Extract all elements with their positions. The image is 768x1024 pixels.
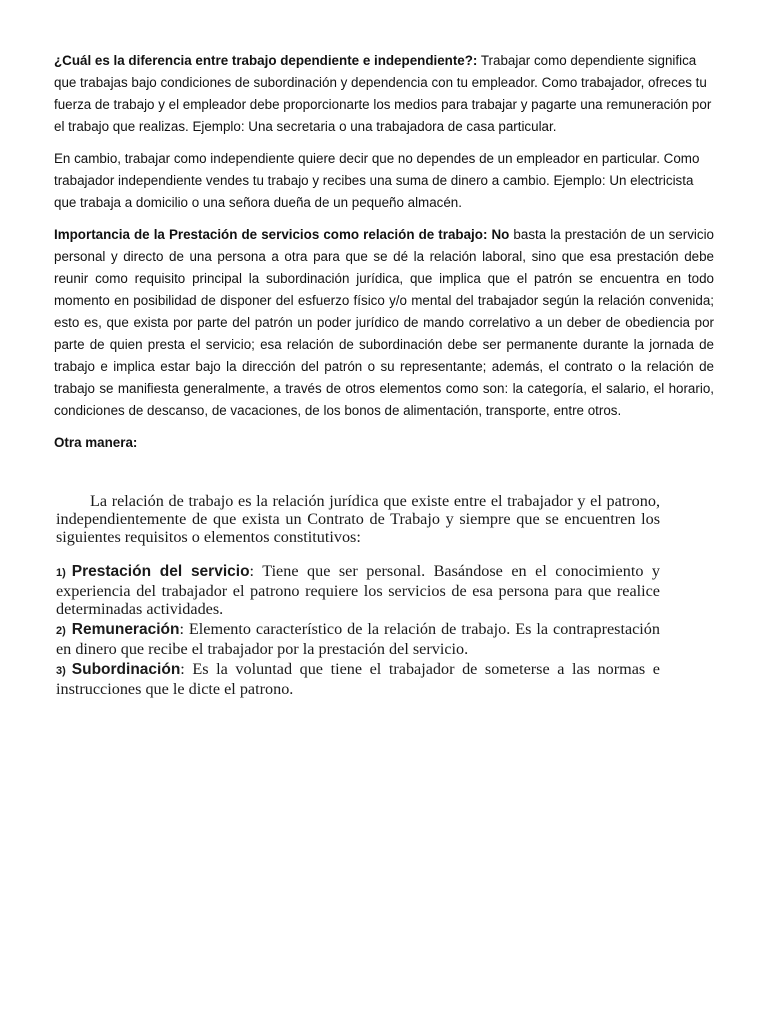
item-term: Subordinación (71, 661, 181, 678)
document-page (54, 50, 714, 464)
paragraph-text: Trabajar como dependiente significa que trabajas bajo condiciones de subordinación y dependencia con tu empleador. Como trabajador, ofreces tu fuerza de trabajo y el empleador debe proporcionarte los medios para trabajar y pagarte una remuneración por el trabajo que realizas. Ejemplo: Una secretaria o una trabajadora de casa particular. (54, 53, 712, 134)
paragraph-independent (54, 148, 714, 214)
list-item (56, 660, 660, 698)
scanned-intro: La relación de trabajo es la relación jurídica que existe entre el trabajador y el patrono, independientemente de que exista un Contrato de Trabajo y siempre que se encuentren los siguientes requisitos o elementos constitutivos: (56, 492, 660, 546)
item-number: 2) (56, 625, 66, 637)
other-way-heading: Otra manera: (54, 435, 138, 450)
importance-heading: Importancia de la Prestación de servicios como relación de trabajo: No (54, 227, 510, 242)
paragraph-importance (54, 224, 714, 422)
paragraph-text: basta la prestación de un servicio personal y directo de una persona a otra para que se dé la relación laboral, sino que esa prestación debe reunir como requisito principal la subordinación jurídica, que implica que el patrón se encuentra en todo momento en posibilidad de disponer del esfuerzo físico y/o mental del trabajador según la relación convenida; esto es, que exista por parte del patrón un poder jurídico de mando correlativo a un deber de obediencia por parte de quien presta el servicio; esa relación de subordinación debe ser permanente durante la jornada de trabajo e implica estar bajo la dirección del patrón o su representante; además, el contrato o la relación de trabajo se manifiesta generalmente, a través de otros elementos como son: la categoría, el salario, el horario, condiciones de descanso, de vacaciones, de los bonos de alimentación, transporte, entre otros. (54, 227, 714, 418)
item-description: : Es la voluntad que tiene el trabajador de someterse a las normas e instrucciones que le dicte el patrono. (56, 660, 660, 698)
item-description: : Elemento característico de la relación de trabajo. Es la contraprestación en dinero que recibe el trabajador por la prestación del servicio. (56, 620, 660, 658)
item-number: 3) (56, 665, 66, 677)
paragraph-text: En cambio, trabajar como independiente quiere decir que no dependes de un empleador en particular. Como trabajador independiente vendes tu trabajo y recibes una suma de dinero a cambio. Ejemplo: Un electricista que trabaja a domicilio o una señora dueña de un pequeño almacén. (54, 151, 700, 210)
question-heading: ¿Cuál es la diferencia entre trabajo dependiente e independiente?: (54, 53, 478, 68)
item-term: Remuneración (71, 621, 180, 638)
item-description: : Tiene que ser personal. Basándose en el conocimiento y experiencia del trabajador el patrono requiere los servicios de esa persona para que realice determinadas actividades. (56, 562, 661, 618)
item-number: 1) (56, 567, 66, 579)
item-term: Prestación del servicio (71, 563, 250, 580)
list-item (56, 562, 660, 618)
scanned-excerpt (56, 492, 660, 700)
paragraph-dependent-vs-independent (54, 50, 714, 138)
list-item (56, 620, 660, 658)
